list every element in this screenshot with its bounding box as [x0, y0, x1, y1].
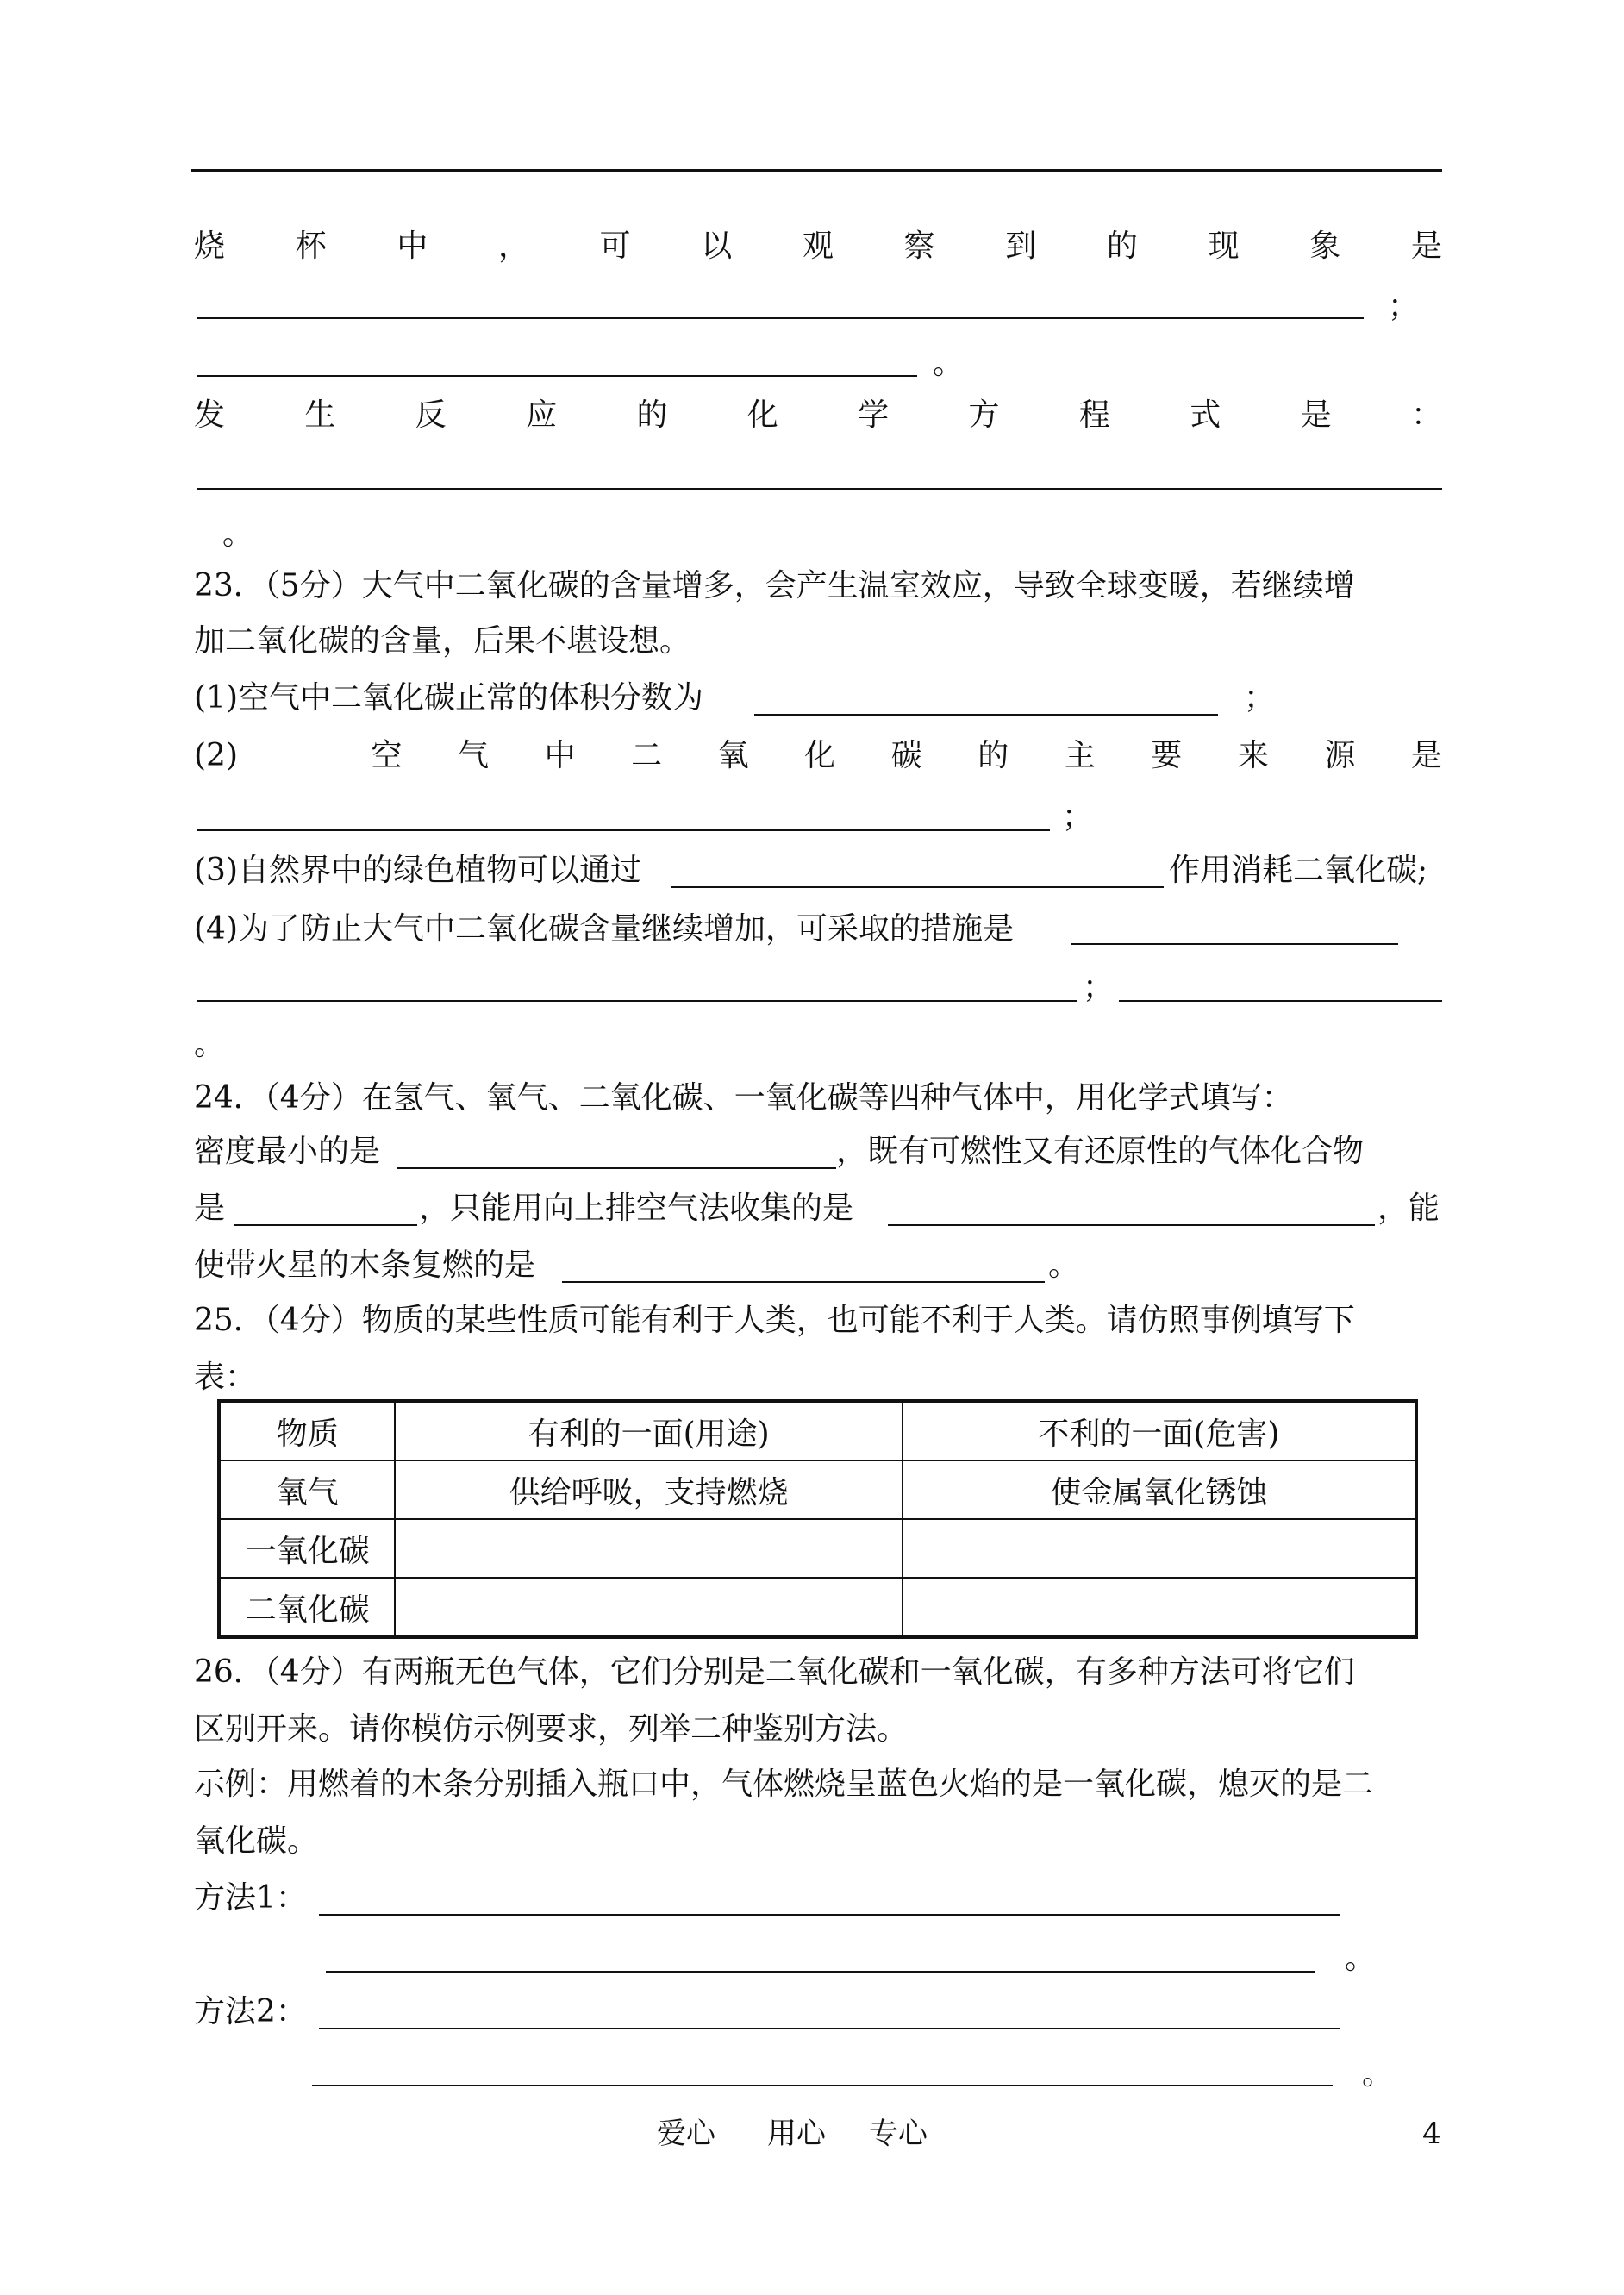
q25-intro-line2: 表：	[194, 1360, 257, 1395]
text-char: 是	[1300, 397, 1332, 433]
q23-intro-line2: 加二氧化碳的含量，后果不堪设想。	[194, 623, 691, 659]
q22-continuation-line	[194, 228, 1442, 266]
table-row	[219, 1460, 1416, 1519]
text-char: 要	[1151, 738, 1183, 773]
q24-intro: 24．（4分）在氢气、氧气、二氧化碳、一氧化碳等四种气体中，用化学式填写：	[194, 1080, 1293, 1116]
text-char: 的	[636, 397, 668, 433]
text-char: 来	[1237, 738, 1269, 773]
q26-example-line2: 氧化碳。	[194, 1823, 319, 1859]
q24-l2c: ，能	[1377, 1191, 1440, 1226]
text-char: 二	[631, 738, 663, 773]
q23-s2-line	[194, 737, 1442, 775]
table-answer-cell[interactable]	[903, 1519, 1416, 1578]
text-char: 烧	[194, 228, 226, 264]
table-header-row	[219, 1401, 1416, 1460]
answer-blank[interactable]	[562, 1281, 1045, 1283]
text-char: 杯	[295, 228, 327, 264]
q24-l2b: ，只能用向上排空气法收集的是	[419, 1191, 854, 1226]
answer-blank[interactable]	[197, 375, 917, 377]
q24-l3b: 。	[1048, 1248, 1080, 1283]
text-char: 生	[304, 397, 336, 433]
text-char: 中	[397, 228, 428, 264]
q25-intro-line1: 25．（4分）物质的某些性质可能有利于人类，也可能不利于人类。请仿照事例填写下	[194, 1303, 1355, 1338]
table-cell: 供给呼吸，支持燃烧	[395, 1460, 902, 1519]
text-char: ：	[1410, 397, 1442, 433]
q23-s3b: 作用消耗二氧化碳;	[1169, 853, 1428, 888]
text-char: 应	[526, 397, 558, 433]
footer-slogan-2: 用心	[767, 2117, 826, 2151]
q24-l1a: 密度最小的是	[194, 1134, 381, 1169]
answer-blank[interactable]	[197, 488, 1442, 490]
table-row	[219, 1578, 1416, 1637]
answer-blank[interactable]	[234, 1224, 417, 1226]
table-answer-cell[interactable]	[903, 1578, 1416, 1637]
table-header-cell: 物质	[219, 1401, 395, 1460]
text-char: 可	[599, 228, 631, 264]
q22-semicolon: ；	[1388, 289, 1420, 324]
footer-slogan-1: 爱心	[657, 2117, 715, 2151]
q23-s4-period: 。	[194, 1027, 226, 1062]
text-char: 反	[415, 397, 447, 433]
text-char: 碳	[890, 738, 922, 773]
q23-s3a: (3)自然界中的绿色植物可以通过	[194, 853, 641, 888]
text-char: 察	[903, 228, 935, 264]
table-header-cell: 不利的一面(危害)	[903, 1401, 1416, 1460]
q23-s1-end: ；	[1244, 680, 1276, 716]
header-rule	[191, 169, 1442, 172]
text-char: 观	[802, 228, 834, 264]
text-char: 化	[804, 738, 836, 773]
text-char: 氧	[717, 738, 749, 773]
q26-intro-line2: 区别开来。请你模仿示例要求，列举二种鉴别方法。	[194, 1711, 909, 1747]
table-cell: 二氧化碳	[219, 1578, 395, 1637]
answer-blank[interactable]	[754, 714, 1218, 716]
answer-blank[interactable]	[319, 2028, 1340, 2029]
text-char: 化	[746, 397, 778, 433]
q26-method1-label: 方法1：	[194, 1880, 307, 1916]
text-char: 程	[1078, 397, 1110, 433]
table-cell: 一氧化碳	[219, 1519, 395, 1578]
text-char: 式	[1190, 397, 1221, 433]
q23-s4-semicolon: ；	[1083, 970, 1115, 1005]
text-char: 学	[858, 397, 890, 433]
text-char: 是	[1410, 228, 1442, 264]
q26-example-line1: 示例：用燃着的木条分别插入瓶口中，气体燃烧呈蓝色火焰的是一氧化碳，熄灭的是二	[194, 1767, 1374, 1802]
text-char: 是	[1410, 738, 1442, 773]
table-cell: 氧气	[219, 1460, 395, 1519]
q26-intro-line1: 26．（4分）有两瓶无色气体，它们分别是二氧化碳和一氧化碳，有多种方法可将它们	[194, 1654, 1355, 1690]
answer-blank[interactable]	[319, 1914, 1340, 1916]
answer-blank[interactable]	[888, 1224, 1375, 1226]
text-char: 到	[1005, 228, 1037, 264]
q23-s4: (4)为了防止大气中二氧化碳含量继续增加，可采取的措施是	[194, 911, 1014, 947]
property-table	[217, 1399, 1418, 1639]
text-char: 气	[458, 738, 490, 773]
text-char: ，	[497, 228, 529, 264]
q23-intro-line1: 23．（5分）大气中二氧化碳的含量增多，会产生温室效应，导致全球变暖，若继续增	[194, 568, 1355, 603]
table-cell: 使金属氧化锈蚀	[903, 1460, 1416, 1519]
table-answer-cell[interactable]	[395, 1578, 902, 1637]
footer-slogan-3: 专心	[869, 2117, 928, 2151]
q22-period2: 。	[222, 516, 254, 552]
answer-blank[interactable]	[1071, 943, 1398, 945]
answer-blank[interactable]	[397, 1167, 836, 1169]
q24-l3a: 使带火星的木条复燃的是	[194, 1248, 536, 1283]
q23-s2-end: ；	[1062, 799, 1094, 835]
text-char: 发	[194, 397, 226, 433]
q23-s1: (1)空气中二氧化碳正常的体积分数为	[194, 680, 703, 716]
text-char: 方	[968, 397, 1000, 433]
text-char: (2)	[194, 738, 238, 773]
answer-blank[interactable]	[671, 886, 1164, 888]
q26-method1-period: 。	[1345, 1941, 1377, 1976]
text-char: 空	[371, 738, 403, 773]
table-answer-cell[interactable]	[395, 1519, 902, 1578]
text-char: 主	[1064, 738, 1096, 773]
text-char: 的	[1106, 228, 1138, 264]
answer-blank[interactable]	[197, 829, 1050, 831]
q24-l2a: 是	[194, 1191, 226, 1226]
table-row	[219, 1519, 1416, 1578]
table-header-cell: 有利的一面(用途)	[395, 1401, 902, 1460]
q24-l1b: ，既有可燃性又有还原性的气体化合物	[836, 1134, 1365, 1169]
text-char: 的	[978, 738, 1009, 773]
q26-method2-label: 方法2：	[194, 1994, 307, 2029]
answer-blank[interactable]	[326, 1971, 1315, 1973]
page-number: 4	[1422, 2117, 1441, 2151]
text-char: 源	[1324, 738, 1356, 773]
text-char: 象	[1309, 228, 1341, 264]
answer-blank[interactable]	[312, 2085, 1333, 2086]
answer-blank[interactable]	[197, 1000, 1077, 1002]
q26-method2-period: 。	[1362, 2056, 1394, 2092]
text-char: 中	[544, 738, 576, 773]
answer-blank[interactable]	[1119, 1000, 1442, 1002]
answer-blank[interactable]	[197, 317, 1364, 319]
text-char: 以	[701, 228, 733, 264]
text-char: 现	[1208, 228, 1240, 264]
q22-equation-line	[194, 397, 1442, 435]
q22-period: 。	[933, 346, 965, 381]
